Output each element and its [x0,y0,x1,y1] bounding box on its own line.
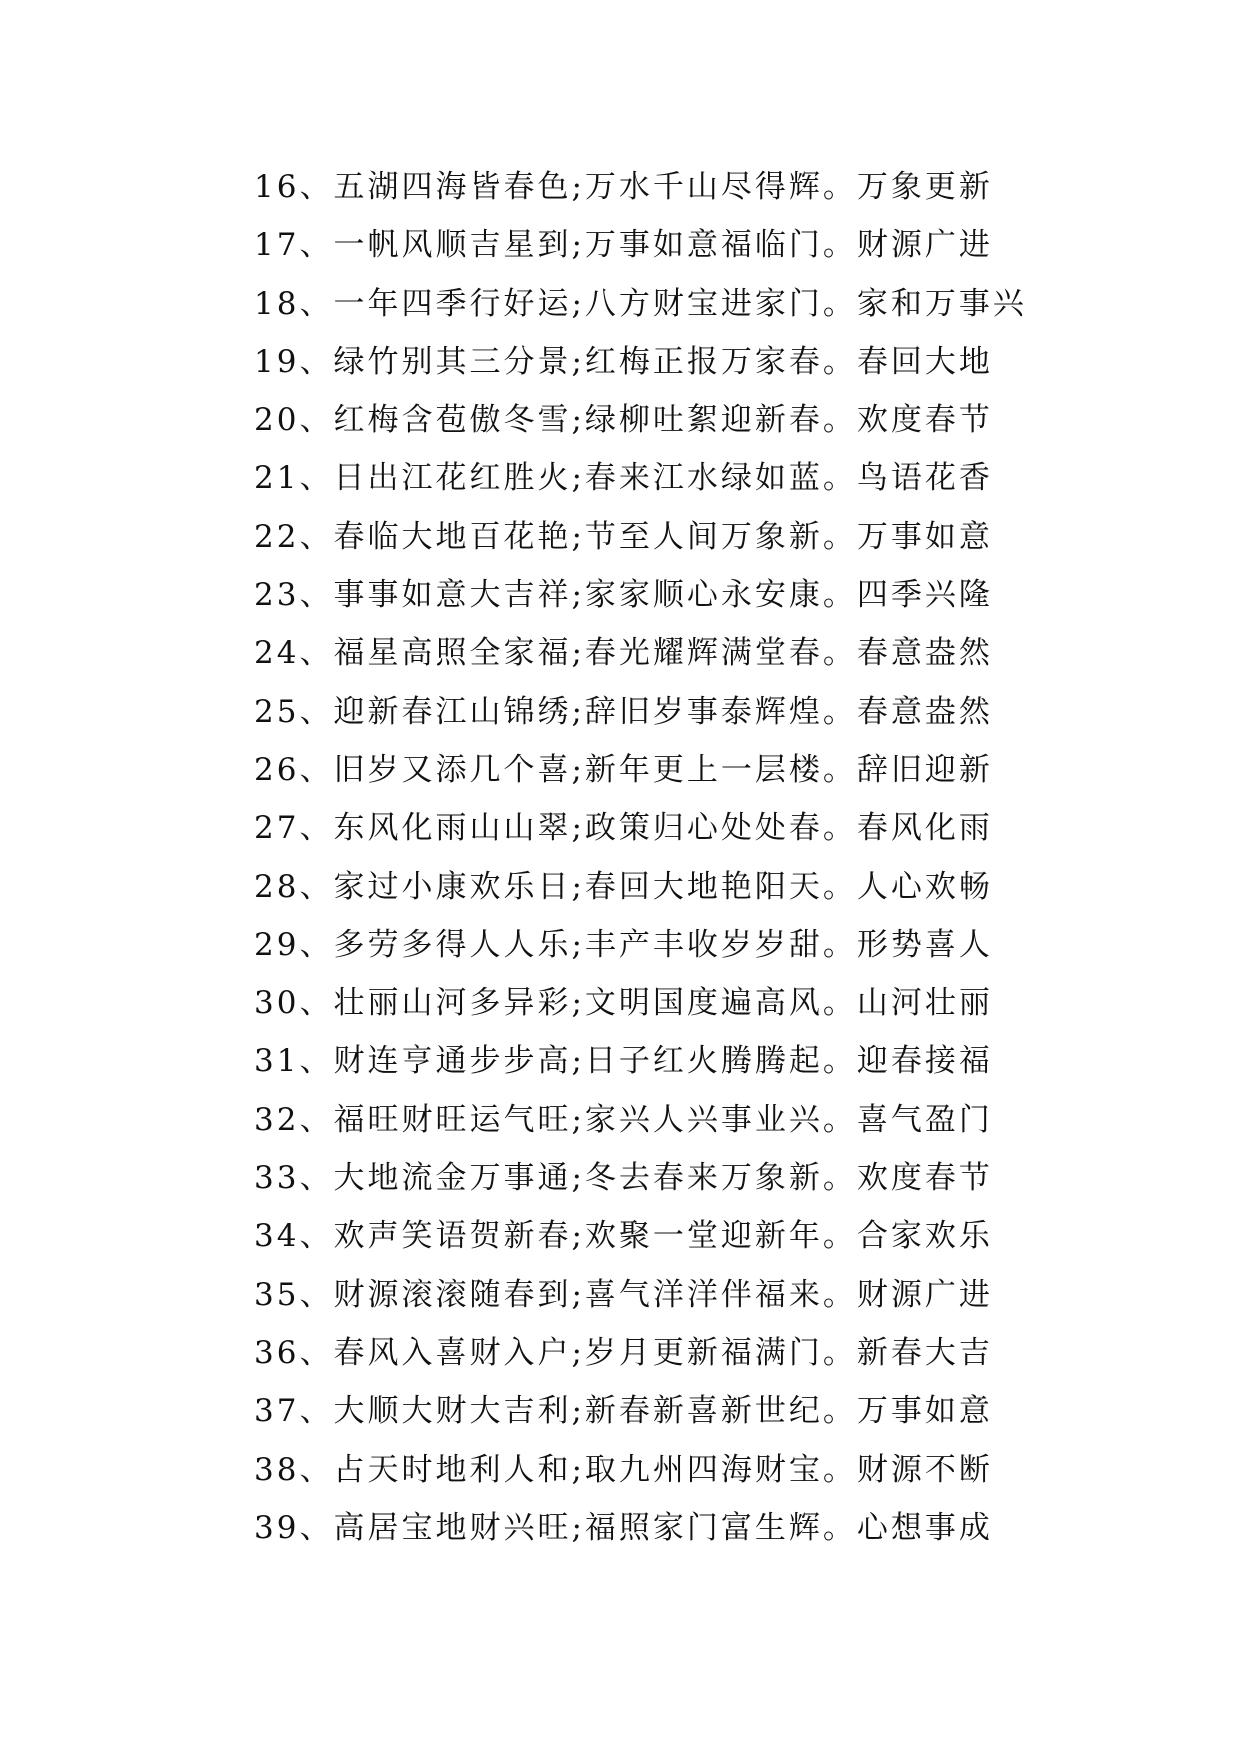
couplet-line-28: 28、家过小康欢乐日;春回大地艳阳天。人心欢畅 [254,868,993,905]
couplet-list [254,158,1214,1557]
couplet-line-39: 39、高居宝地财兴旺;福照家门富生辉。心想事成 [254,1509,993,1546]
couplet-line-32: 32、福旺财旺运气旺;家兴人兴事业兴。喜气盈门 [254,1101,993,1138]
couplet-line-27: 27、东风化雨山山翠;政策归心处处春。春风化雨 [254,810,993,847]
couplet-line-17: 17、一帆风顺吉星到;万事如意福临门。财源广进 [254,227,993,264]
couplet-line-33: 33、大地流金万事通;冬去春来万象新。欢度春节 [254,1160,993,1197]
couplet-line-34: 34、欢声笑语贺新春;欢聚一堂迎新年。合家欢乐 [254,1218,993,1255]
couplet-line-35: 35、财源滚滚随春到;喜气洋洋伴福来。财源广进 [254,1276,993,1313]
couplet-line-36: 36、春风入喜财入户;岁月更新福满门。新春大吉 [254,1334,993,1371]
couplet-line-30: 30、壮丽山河多异彩;文明国度遍高风。山河壮丽 [254,985,993,1022]
couplet-line-18: 18、一年四季行好运;八方财宝进家门。家和万事兴 [254,285,1027,322]
couplet-line-19: 19、绿竹别其三分景;红梅正报万家春。春回大地 [254,343,993,380]
couplet-line-16: 16、五湖四海皆春色;万水千山尽得辉。万象更新 [254,169,993,205]
couplet-line-26: 26、旧岁又添几个喜;新年更上一层楼。辞旧迎新 [254,751,993,788]
couplet-line-24: 24、福星高照全家福;春光耀辉满堂春。春意盎然 [254,635,993,672]
couplet-line-37: 37、大顺大财大吉利;新春新喜新世纪。万事如意 [254,1393,993,1430]
couplet-line-25: 25、迎新春江山锦绣;辞旧岁事泰辉煌。春意盎然 [254,693,993,730]
couplet-line-38: 38、占天时地利人和;取九州四海财宝。财源不断 [254,1451,993,1488]
couplet-line-21: 21、日出江花红胜火;春来江水绿如蓝。鸟语花香 [254,460,993,497]
couplet-line-29: 29、多劳多得人人乐;丰产丰收岁岁甜。形势喜人 [254,926,993,963]
couplet-line-20: 20、红梅含苞傲冬雪;绿柳吐絮迎新春。欢度春节 [254,402,993,439]
couplet-line-23: 23、事事如意大吉祥;家家顺心永安康。四季兴隆 [254,577,993,614]
couplet-line-31: 31、财连亨通步步高;日子红火腾腾起。迎春接福 [254,1043,993,1080]
couplet-line-22: 22、春临大地百花艳;节至人间万象新。万事如意 [254,518,993,555]
